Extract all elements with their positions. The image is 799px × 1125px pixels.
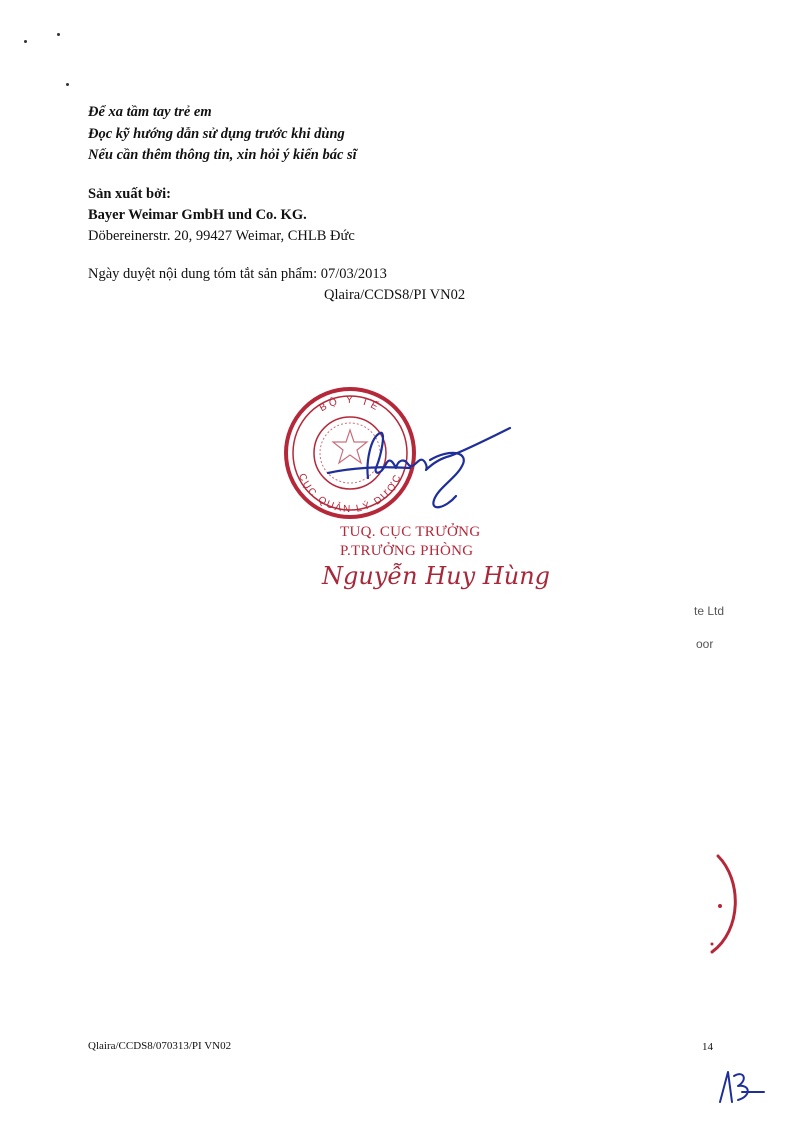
manufacturer-label: Sản xuất bởi: bbox=[88, 186, 171, 202]
approval-date-line: Ngày duyệt nội dung tóm tắt sản phẩm: 07/03/2013 bbox=[88, 266, 387, 282]
document-code: Qlaira/CCDS8/PI VN02 bbox=[324, 287, 466, 303]
signature-stroke bbox=[430, 453, 464, 507]
official-stamp bbox=[270, 378, 530, 528]
stamp-ring-top: BỘ Y TẾ bbox=[317, 394, 383, 415]
manufacturer-address: Döbereinerstr. 20, 99427 Weimar, CHLB Đức bbox=[88, 228, 355, 244]
signature-stroke bbox=[328, 467, 410, 473]
partial-stamp-arc-icon bbox=[690, 850, 750, 960]
svg-text:BỘ Y TẾ bbox=[318, 394, 383, 414]
initials-mark-icon bbox=[712, 1062, 772, 1112]
stamp-seal-icon bbox=[270, 378, 530, 528]
edge-fragment-1: te Ltd bbox=[694, 604, 725, 618]
svg-text:CỤC QUẢN LÝ DƯỢC bbox=[296, 472, 404, 515]
stamp-title-line-2: P.TRƯỞNG PHÒNG bbox=[340, 543, 474, 559]
scan-speck bbox=[57, 33, 60, 36]
footer-document-code: Qlaira/CCDS8/070313/PI VN02 bbox=[88, 1040, 232, 1052]
page-number: 14 bbox=[702, 1041, 713, 1053]
warning-consult-doctor: Nếu cần thêm thông tin, xin hỏi ý kiến bác sĩ bbox=[88, 147, 357, 163]
warning-keep-away: Để xa tầm tay trẻ em bbox=[88, 104, 212, 120]
stamp-title-line-1: TUQ. CỤC TRƯỞNG bbox=[340, 524, 481, 540]
scan-speck bbox=[66, 83, 69, 86]
warning-read-instructions: Đọc kỹ hướng dẫn sử dụng trước khi dùng bbox=[88, 126, 345, 142]
signer-name: Nguyễn Huy Hùng bbox=[322, 562, 551, 590]
edge-fragment-2: oor bbox=[696, 637, 714, 651]
signature-stroke bbox=[368, 428, 511, 478]
manufacturer-name: Bayer Weimar GmbH und Co. KG. bbox=[88, 207, 307, 223]
scan-speck bbox=[24, 40, 27, 43]
stamp-ring-bottom: CỤC QUẢN LÝ DƯỢC bbox=[295, 471, 405, 516]
